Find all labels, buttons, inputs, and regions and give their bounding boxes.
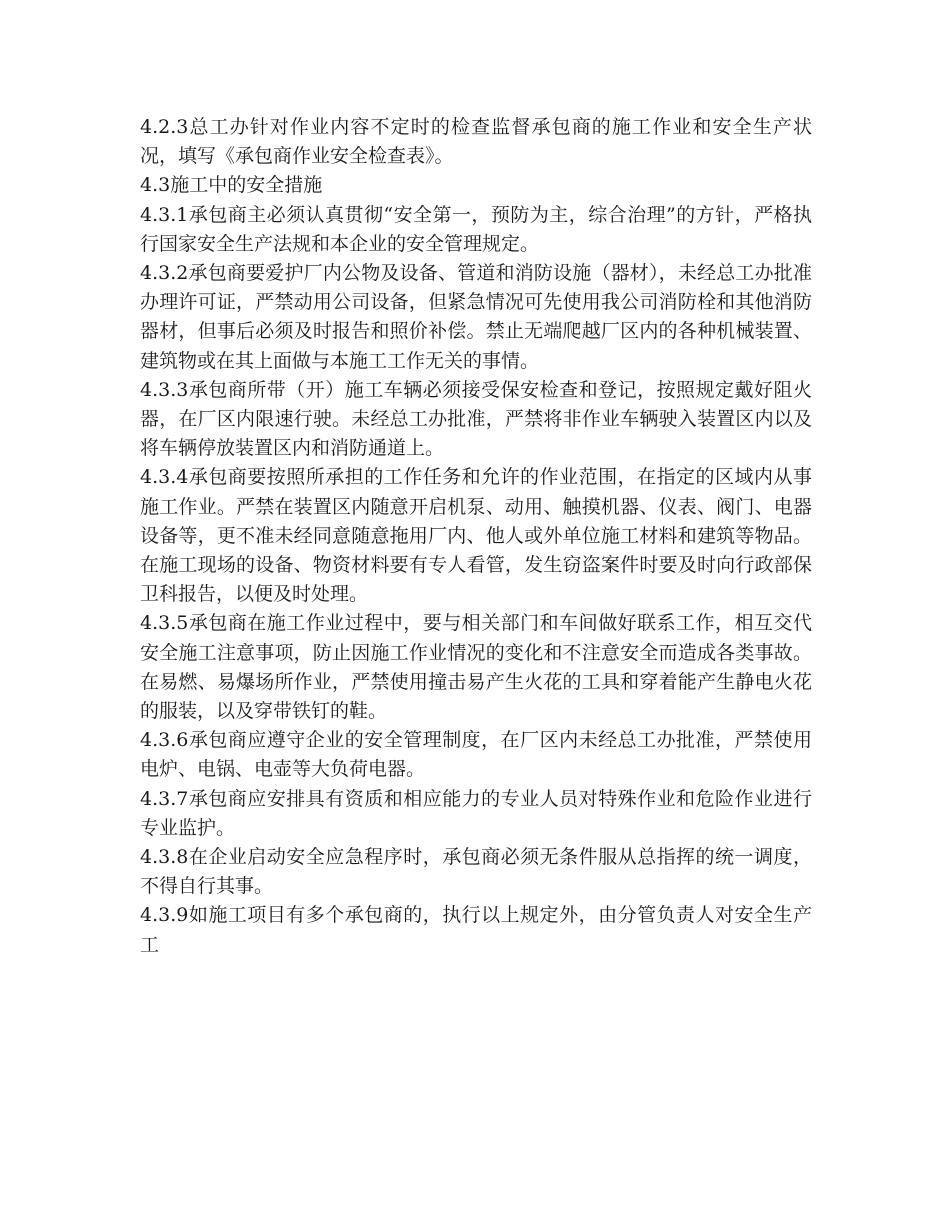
section-heading-4-3: 4.3施工中的安全措施 — [140, 174, 323, 197]
paragraph-4-3-6: 4.3.6承包商应遵守企业的安全管理制度，在厂区内未经总工办批准，严禁使用电炉、电锅、电壶等大负荷电器。 — [140, 729, 812, 781]
document-body — [140, 113, 812, 960]
paragraph-4-3-1: 4.3.1承包商主必须认真贯彻“安全第一，预防为主，综合治理”的方针，严格执行国家安全生产法规和本企业的安全管理规定。 — [140, 203, 812, 255]
paragraph-4-2-3: 4.2.3总工办针对作业内容不定时的检查监督承包商的施工作业和安全生产状况，填写《承包商作业安全检查表》。 — [140, 116, 812, 168]
paragraph-4-3-3: 4.3.3承包商所带（开）施工车辆必须接受保安检查和登记，按照规定戴好阻火器，在厂区内限速行驶。未经总工办批准，严禁将非作业车辆驶入装置区内以及将车辆停放装置区内和消防通道上。 — [140, 378, 812, 460]
paragraph-4-3-4: 4.3.4承包商要按照所承担的工作任务和允许的作业范围，在指定的区域内从事施工作业。严禁在装置区内随意开启机泵、动用、触摸机器、仪表、阀门、电器设备等，更不准未经同意随意拖用厂内、他人或外单位施工材料和建筑等物品。在施工现场的设备、物资材料要有专人看管，发生窃盗案件时要及时向行政部保卫科报告，以便及时处理。 — [140, 466, 812, 606]
paragraph-4-3-8: 4.3.8在企业启动安全应急程序时，承包商必须无条件服从总指挥的统一调度，不得自行其事。 — [140, 846, 812, 898]
paragraph-4-3-7: 4.3.7承包商应安排具有资质和相应能力的专业人员对特殊作业和危险作业进行专业监护。 — [140, 787, 812, 839]
paragraph-4-3-2: 4.3.2承包商要爱护厂内公物及设备、管道和消防设施（器材），未经总工办批准办理许可证，严禁动用公司设备，但紧急情况可先使用我公司消防栓和其他消防器材，但事后必须及时报告和照价补偿。禁止无端爬越厂区内的各种机械装置、建筑物或在其上面做与本施工工作无关的事情。 — [140, 262, 812, 372]
paragraph-4-3-9: 4.3.9如施工项目有多个承包商的，执行以上规定外，由分管负责人对安全生产工 — [140, 904, 812, 956]
paragraph-4-3-5: 4.3.5承包商在施工作业过程中，要与相关部门和车间做好联系工作，相互交代安全施工注意事项，防止因施工作业情况的变化和不注意安全而造成各类事故。在易燃、易爆场所作业，严禁使用撞击易产生火花的工具和穿着能产生静电火花的服装，以及穿带铁钉的鞋。 — [140, 612, 812, 723]
